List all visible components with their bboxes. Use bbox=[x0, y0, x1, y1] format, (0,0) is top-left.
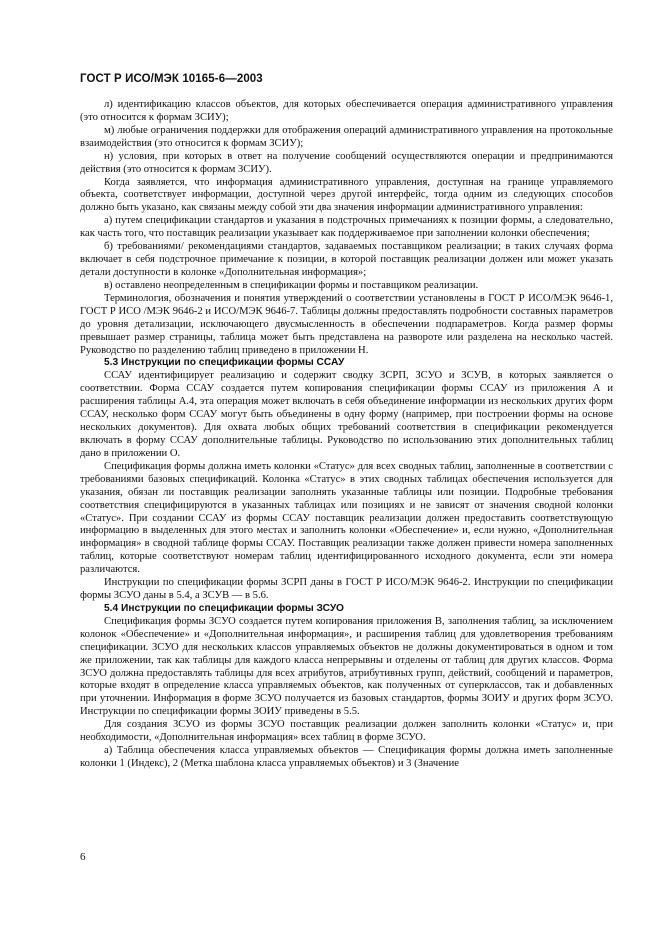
paragraph: Спецификация формы ЗСУО создается путем копирования приложения В, заполнения таблиц, за исключением колонок «Обеспечение» и «Дополнительная информация», и расширения таблиц для удовлетворения требованиям спецификации. ЗСУО для нескольких классов управляемых объектов не должны документироваться в одном и том же приложении, так как таблицы для каждого класса непрерывны и отделены от таблиц для других классов. Форма ЗСУО должна предоставлять таблицы для всех атрибутов, атрибутивных групп, действий, сообщений и параметров, которые входят в определение класса управляемых объектов, как полученных от суперклассов, так и добавленных при уточнении. Информация в форме ЗСУО получается из базовых стандартов, формы ЗОИУ и других форм ЗСУО. Инструкции по спецификации формы ЗОИУ приведены в 5.5. bbox=[80, 615, 613, 718]
paragraph: б) требованиями/ рекомендациями стандартов, задаваемых поставщиком реализации; в таких случаях форма включает в себя подстрочное примечание к позиции, в которой поставщик реализации должен или может указать детали доступности в колонке «Дополнительная информация»; bbox=[80, 241, 613, 278]
body-text bbox=[80, 99, 613, 771]
paragraph: н) условия, при которых в ответ на получение сообщений осуществляются операции и предпринимаются действия (это относится к формам ЗСИУ). bbox=[80, 150, 613, 175]
section-heading: 5.4 Инструкции по спецификации формы ЗСУО bbox=[104, 602, 344, 614]
paragraph: ССАУ идентифицирует реализацию и содержит сводку ЗСРП, ЗСУО и ЗСУВ, в которых заявляется о соответствии. Форма ССАУ создается путем копирования спецификации формы ССАУ из приложения А и расширения таблицы А.4, эта операция может включать в себя объединение информации из нескольких других форм ССАУ, несколько форм ССАУ могут быть объединены в одну форму (например, при построении формы на основе нескольких документов). Для охвата любых общих требований соответствия в спецификации рекомендуется включать в форму ССАУ дополнительные таблицы. Руководство по использованию этих дополнительных таблиц дано в приложении О. bbox=[80, 370, 613, 459]
paragraph: Когда заявляется, что информация административного управления, доступная на границе управляемого объекта, соответствует информации, доступной через другой интерфейс, тогда одним из следующих способов должно быть указано, как связаны между собой эти два значения информации административного управления: bbox=[80, 176, 613, 214]
paragraph: Инструкции по спецификации формы ЗСРП даны в ГОСТ Р ИСО/МЭК 9646-2. Инструкции по спецификации формы ЗСУО даны в 5.4, а ЗСУВ — в 5.6. bbox=[80, 577, 613, 602]
paragraph: а) путем спецификации стандартов и указания в подстрочных примечаниях к позиции формы, а следовательно, как часть того, что поставщик реализации указывает как поддерживаемое при заполнении колонки обеспечения; bbox=[80, 215, 613, 240]
paragraph: а) Таблица обеспечения класса управляемых объектов — Спецификация формы должна иметь заполненные колонки 1 (Индекс), 2 (Метка шаблона класса управляемых объектов) и 3 (Значение bbox=[80, 745, 613, 770]
paragraph: Для создания ЗСУО из формы ЗСУО поставщик реализации должен заполнить колонки «Статус» и, при необходимости, «Дополнительная информация» всех таблиц в форме ЗСУО. bbox=[80, 719, 613, 744]
section-heading: 5.3 Инструкции по спецификации формы ССАУ bbox=[104, 357, 345, 369]
paragraph: л) идентификацию классов объектов, для которых обеспечивается операция административного управления (это относится к формам ЗСИУ); bbox=[80, 99, 613, 123]
running-header: ГОСТ Р ИСО/МЭК 10165-6—2003 bbox=[80, 73, 263, 85]
paragraph: Терминология, обозначения и понятия утверждений о соответствии установлены в ГОСТ Р ИСО/МЭК 9646-1, ГОСТ Р ИСО /МЭК 9646-2 и ИСО/МЭК 9646-7. Таблицы должны предоставлять подробности составных параметров до уровня детализации, исключающего двусмысленность в обеспечении подпараметров. Когда размер формы превышает размер страницы, таблица может быть представлена на развороте или разделена на несколько частей. Руководство по разделению таблиц приведено в приложении Н. bbox=[80, 292, 613, 356]
paragraph: в) оставлено неопределенным в спецификации формы и поставщиком реализации. bbox=[104, 279, 479, 291]
paragraph: м) любые ограничения поддержки для отображения операций административного управления на протокольные взаимодействия (это относится к формам ЗСИУ); bbox=[80, 124, 613, 149]
paragraph: Спецификация формы должна иметь колонки «Статус» для всех сводных таблиц, заполненные в соответствии с требованиями базовых спецификаций. Колонка «Статус» в этих сводных таблицах обеспечения используется для указания, обязан ли поставщик реализации заполнять указанные таблицы или позиции. Подробные требования соответствия специфицируются в указанных таблицах или позициях и не зависят от значения сводной колонки «Статус». При создании ССАУ из формы ССАУ поставщик реализации должен предоставить соответствующую информацию в выделенных для этого местах и заполнить колонки «Обеспечение» и, если нужно, «Дополнительная информация» в сводной таблице формы ССАУ. Поставщик реализации также должен привести номера заполненных таблиц, которые соответствуют номерам таблиц идентифицированного исходного документа, если эти номера различаются. bbox=[80, 460, 613, 576]
page-number: 6 bbox=[80, 851, 86, 863]
